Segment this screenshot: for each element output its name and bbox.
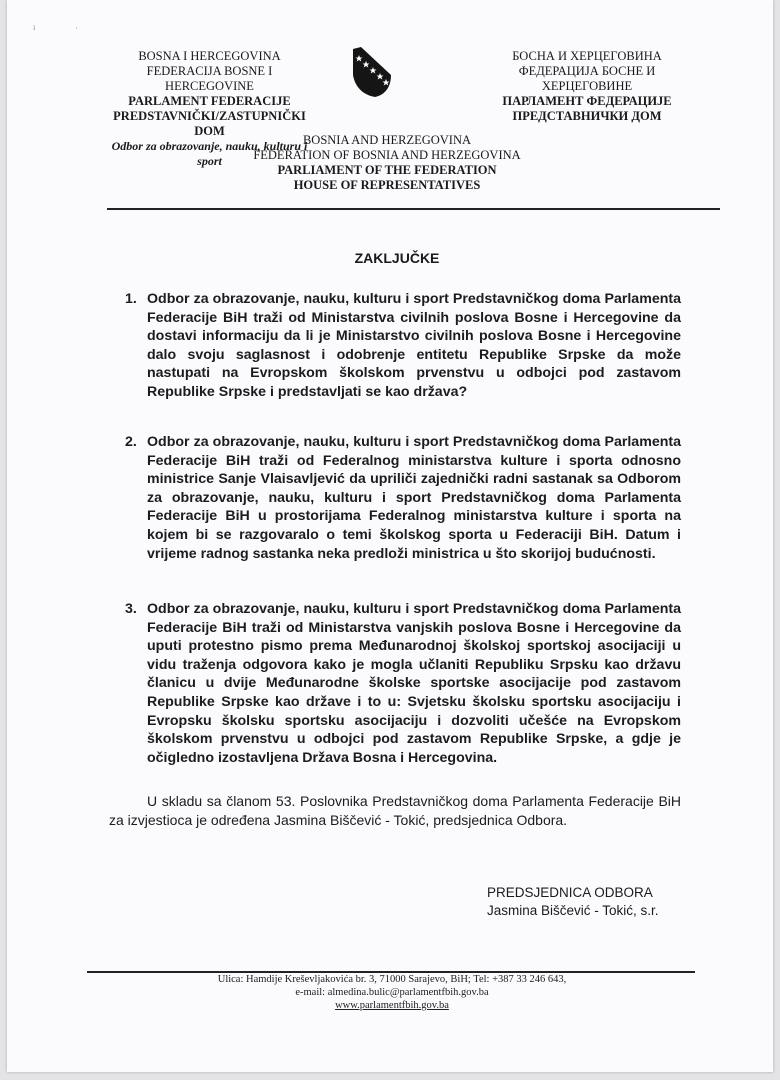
document-title: ZAKLJUČKE [354, 250, 440, 266]
header-parliament: PARLAMENT FEDERACIJE [128, 94, 291, 108]
footer-website-link[interactable]: www.parlamentfbih.gov.ba [335, 1000, 449, 1011]
header-committee: Odbor za obrazovanje, nauku, kulturu i sport [111, 139, 308, 168]
document-page [7, 0, 773, 1072]
item-text: Odbor za obrazovanje, nauku, kulturu i sport Predstavničkog doma Parlamenta Federacije BiH traži od Ministarstva vanjskih poslova Bosne i Hercegovine da uputi protestno pismo prema Međunarodnoj školskoj sportskoj asocijaciji u vidu traženja odgovora kako je mogla učlaniti Republiku Srpsku kao državu članicu u dvije Međunarodne školske sportske asocijacije pod zastavom Republike Srpske kao države i to u: Svjetsku školsku sportsku asocijaciju i Evropsku školsku sportsku asocijaciju i dozvoliti učešće na Evropskom školskom prvenstvu u odbojci pod zastavom Republike Srpske, a gdje je očigledno izostavljena Država Bosna i Hercegovina. [147, 601, 681, 766]
header-country-cyrillic: БОСНА И ХЕРЦЕГОВИНА [512, 49, 662, 63]
item-number: 3. [125, 601, 137, 617]
conclusion-item [125, 600, 681, 767]
header-house-cyrillic: ПРЕДСТАВНИЧКИ ДОМ [512, 109, 662, 123]
header-parliament-cyrillic: ПАРЛАМЕНТ ФЕДЕРАЦИЈЕ [502, 94, 672, 108]
footer-email[interactable]: e-mail: almedina.bulic@parlamentfbih.gov.ba [295, 987, 489, 998]
scan-mark: ı [33, 22, 36, 32]
signature-name: Jasmina Biščević - Tokić, s.r. [487, 903, 659, 918]
header-center-english [197, 133, 577, 193]
signature-block [487, 884, 659, 920]
conclusion-item [125, 290, 681, 402]
signature-role: PREDSJEDNICA ODBORA [487, 885, 653, 900]
bih-coat-of-arms-icon [347, 45, 395, 99]
header-house-english: HOUSE OF REPRESENTATIVES [293, 178, 481, 192]
item-number: 1. [125, 291, 137, 307]
header-federation-cyrillic: ФЕДЕРАЦИЈА БОСНЕ И ХЕРЦЕГОВИНЕ [518, 64, 656, 93]
scan-mark: · [75, 23, 78, 33]
item-text: Odbor za obrazovanje, nauku, kulturu i sport Predstavničkog doma Parlamenta Federacije BiH traži od Federalnog ministarstva kulture i sporta odnosno ministrice Sanje Vlaisavljević da upriliči zajednički radni sastanak sa Odborom za obrazovanje, nauku, kulturu i sport Predstavničkog doma Parlamenta Federacije BiH u prostorijama Federalnog ministarstva kulture i sporta na kojem bi se razgovaralo o temi školskog sporta u Federaciji BiH. Datum i vrijeme radnog sastanka neka predloži ministrica u što skorijoj budućnosti. [147, 434, 681, 562]
header-country: BOSNA I HERCEGOVINA [138, 49, 281, 63]
header-divider [107, 208, 720, 210]
header-parliament-english: PARLIAMENT OF THE FEDERATION [277, 163, 497, 177]
closing-paragraph: U skladu sa članom 53. Poslovnika Predstavničkog doma Parlamenta Federacije BiH za izvjestioca je određena Jasmina Biščević - Tokić, predsjednica Odbora. [109, 793, 681, 828]
header-country-english: BOSNIA AND HERZEGOVINA [302, 133, 472, 147]
header-federation: FEDERACIJA BOSNE I HERCEGOVINE [146, 64, 273, 93]
item-text: Odbor za obrazovanje, nauku, kulturu i sport Predstavničkog doma Parlamenta Federacije BiH traži od Ministarstva civilnih poslova Bosne i Hercegovine da dostavi informaciju da li je Ministarstvo civilnih poslova Bosne i Hercegovine dalo svoju saglasnost i odobrenje entitetu Republike Srpske da može nastupati na Evropskom školskom prvenstvu u odbojci pod zastavom Republike Srpske i predstavljati se kao država? [147, 291, 681, 400]
header-house: PREDSTAVNIČKI/ZASTUPNIČKI DOM [113, 109, 306, 138]
footer [157, 973, 627, 1012]
item-number: 2. [125, 434, 137, 450]
conclusion-item [125, 433, 681, 563]
footer-address: Ulica: Hamdije Kreševljakovića br. 3, 71000 Sarajevo, BiH; Tel: +387 33 246 643, [217, 974, 567, 985]
header-federation-english: FEDERATION OF BOSNIA AND HERZEGOVINA [253, 148, 521, 162]
header-right-cyrillic [477, 49, 697, 124]
